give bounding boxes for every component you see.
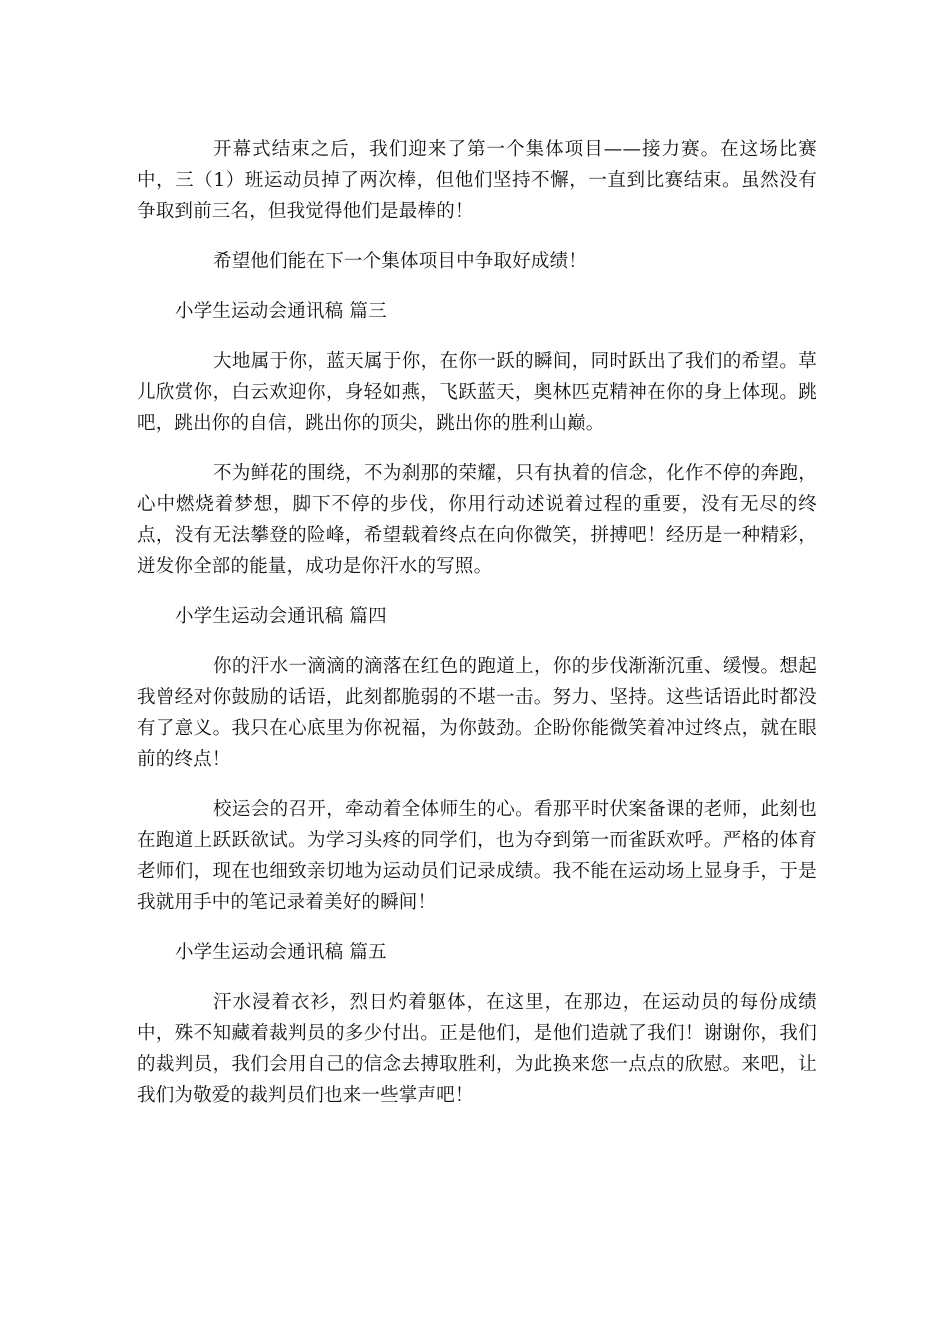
section-heading-part-3: 小学生运动会通讯稿 篇三 bbox=[175, 301, 387, 322]
paragraph-relay-race: 开幕式结束之后，我们迎来了第一个集体项目——接力赛。在这场比赛中，三（1）班运动员掉了两次棒，但他们坚持不懈，一直到比赛结束。虽然没有争取到前三名，但我觉得他们是最棒的！ bbox=[137, 139, 817, 222]
document-body bbox=[137, 134, 817, 1111]
paragraph-hope: 希望他们能在下一个集体项目中争取好成绩！ bbox=[213, 251, 588, 272]
paragraph-school-games: 校运会的召开，牵动着全体师生的心。看那平时伏案备课的老师，此刻也在跑道上跃跃欲试。为学习头疼的同学们，也为夺到第一而雀跃欢呼。严格的体育老师们，现在也细致亲切地为运动员们记录成绩。我不能在运动场上显身手，于是我就用手中的笔记录着美好的瞬间！ bbox=[137, 799, 817, 913]
paragraph-sweat-drops: 你的汗水一滴滴的滴落在红色的跑道上，你的步伐渐渐沉重、缓慢。想起我曾经对你鼓励的话语，此刻都脆弱的不堪一击。努力、坚持。这些话语此时都没有了意义。我只在心底里为你祝福，为你鼓劲。企盼你能微笑着冲过终点，就在眼前的终点！ bbox=[137, 656, 817, 770]
paragraph-not-for-flowers: 不为鲜花的围绕，不为刹那的荣耀，只有执着的信念，化作不停的奔跑，心中燃烧着梦想，脚下不停的步伐，你用行动述说着过程的重要，没有无尽的终点，没有无法攀登的险峰，希望载着终点在向你微笑，拼搏吧！经历是一种精彩，迸发你全部的能量，成功是你汗水的写照。 bbox=[137, 463, 817, 577]
paragraph-referees: 汗水浸着衣衫，烈日灼着躯体，在这里，在那边，在运动员的每份成绩中，殊不知藏着裁判员的多少付出。正是他们，是他们造就了我们！谢谢你，我们的裁判员，我们会用自己的信念去搏取胜利，为此换来您一点点的欣慰。来吧，让我们为敬爱的裁判员们也来一些掌声吧！ bbox=[137, 992, 817, 1106]
section-heading-part-5: 小学生运动会通讯稿 篇五 bbox=[175, 942, 387, 963]
paragraph-earth-sky: 大地属于你，蓝天属于你，在你一跃的瞬间，同时跃出了我们的希望。草儿欣赏你，白云欢迎你，身轻如燕，飞跃蓝天，奥林匹克精神在你的身上体现。跳吧，跳出你的自信，跳出你的顶尖，跳出你的胜利山巅。 bbox=[137, 351, 817, 434]
section-heading-part-4: 小学生运动会通讯稿 篇四 bbox=[175, 606, 387, 627]
